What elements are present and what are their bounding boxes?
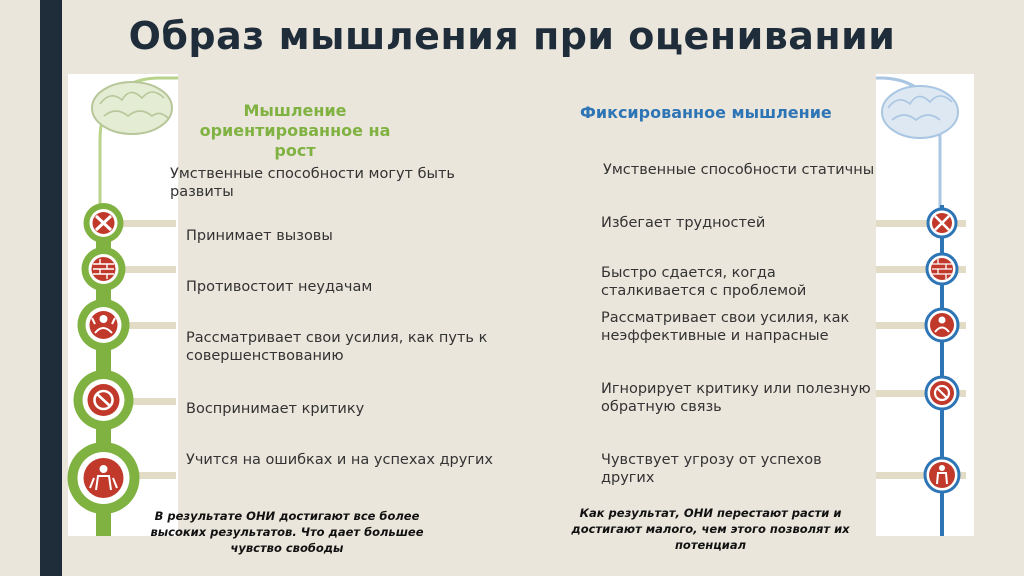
growth-item-5: Учится на ошибках и на успехах других <box>186 452 493 468</box>
fixed-item-2: Быстро сдается, когда сталкивается с проблемой <box>601 265 807 299</box>
growth-item-2: Противостоит неудачам <box>186 279 373 295</box>
brick-wall-icon <box>89 254 119 284</box>
growth-belief: Умственные способности могут быть развиты <box>170 166 455 200</box>
fixed-belief: Умственные способности статичны <box>603 162 875 178</box>
growth-result: В результате ОНИ достигают все более высоких результатов. Что дает большее чувство свободы <box>150 509 424 555</box>
no-sign-icon <box>930 381 954 405</box>
growth-item-1: Принимает вызовы <box>186 228 333 244</box>
no-sign-icon <box>83 379 125 421</box>
brick-wall-icon <box>931 258 953 280</box>
effort-icon <box>86 307 122 343</box>
challenge-icon <box>90 209 118 237</box>
challenge-icon <box>932 213 952 233</box>
other-people-icon <box>78 452 130 504</box>
page-title: Образ мышления при оценивании <box>128 14 896 58</box>
fixed-heading: Фиксированное мышление <box>580 103 832 122</box>
fixed-result: Как результат, ОНИ перестают расти и достигают малого, чем этого позволят их потенциал <box>571 506 850 552</box>
growth-item-4: Воспринимает критику <box>186 401 365 417</box>
effort-icon <box>930 313 954 337</box>
fixed-brain-icon <box>882 86 958 138</box>
growth-heading: Мышление ориентированное на рост <box>199 101 391 160</box>
growth-item-3: Рассматривает свои усилия, как путь к совершенствованию <box>186 330 488 364</box>
fixed-item-4: Игнорирует критику или полезную обратную связь <box>601 381 871 415</box>
fixed-item-1: Избегает трудностей <box>601 215 766 231</box>
fixed-item-5: Чувствует угрозу от успехов других <box>601 452 822 486</box>
other-people-icon <box>929 462 955 488</box>
fixed-item-3: Рассматривает свои усилия, как неэффективные и напрасные <box>601 310 850 344</box>
